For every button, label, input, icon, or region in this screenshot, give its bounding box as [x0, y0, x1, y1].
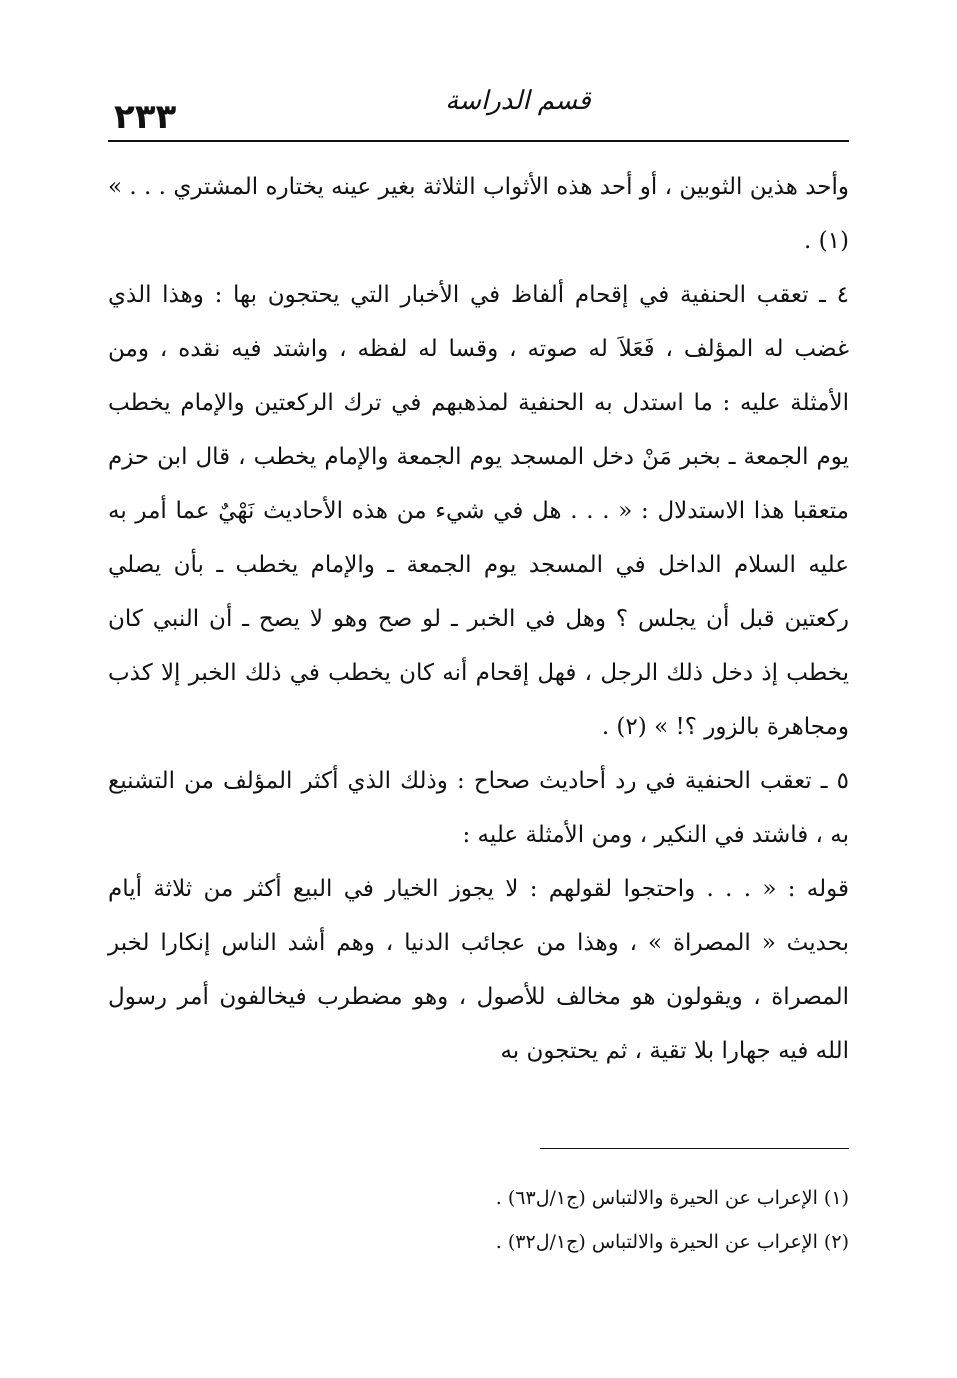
- footnote: (١) الإعراب عن الحيرة والالتباس (ج١/ل٦٣) .: [495, 1187, 849, 1209]
- paragraph: ٤ ـ تعقب الحنفية في إقحام ألفاظ في الأخبار التي يحتجون بها : وهذا الذي غضب له المؤلف ، فَعَلاَ له صوته ، وقسا له لفظه ، واشتد فيه نقده ، ومن الأمثلة عليه : ما استدل به الحنفية لمذهبهم في ترك الركعتين والإمام يخطب يوم الجمعة ـ بخبر مَنْ دخل المسجد يوم الجمعة والإمام يخطب ، قال ابن حزم متعقبا هذا الاستدلال : « . . . هل في شيء من هذه الأحاديث نَهْيٌ عما أمر به عليه السلام الداخل في المسجد يوم الجمعة ـ والإمام يخطب ـ بأن يصلي ركعتين قبل أن يجلس ؟ وهل في الخبر ـ لو صح وهو لا يصح ـ أن النبي كان يخطب إذ دخل ذلك الرجل ، فهل إقحام أنه كان يخطب في ذلك الخبر إلا كذب ومجاهرة بالزور ؟! » (٢) .: [108, 282, 849, 740]
- footnotes: [108, 1176, 849, 1264]
- paragraph: وأحد هذين الثوبين ، أو أحد هذه الأثواب الثلاثة بغير عينه يختاره المشتري . . . » (١) .: [108, 174, 849, 254]
- footnote-separator: [540, 1148, 849, 1149]
- page-header: [108, 78, 849, 142]
- footnote: (٢) الإعراب عن الحيرة والالتباس (ج١/ل٣٢) .: [495, 1231, 849, 1253]
- header-rule: [108, 140, 849, 142]
- page-number: ٢٣٣: [114, 97, 177, 137]
- paragraph: ٥ ـ تعقب الحنفية في رد أحاديث صحاح : وذلك الذي أكثر المؤلف من التشنيع به ، فاشتد في النكير ، ومن الأمثلة عليه :: [108, 768, 849, 848]
- main-text: [108, 160, 849, 1078]
- running-title: قسم الدراسة: [445, 86, 591, 116]
- paragraph: قوله : « . . . واحتجوا لقولهم : لا يجوز الخيار في البيع أكثر من ثلاثة أيام بحديث « المصراة » ، وهذا من عجائب الدنيا ، وهم أشد الناس إنكارا لخبر المصراة ، ويقولون هو مخالف للأصول ، وهو مضطرب فيخالفون أمر رسول الله فيه جهارا بلا تقية ، ثم يحتجون به: [108, 876, 849, 1064]
